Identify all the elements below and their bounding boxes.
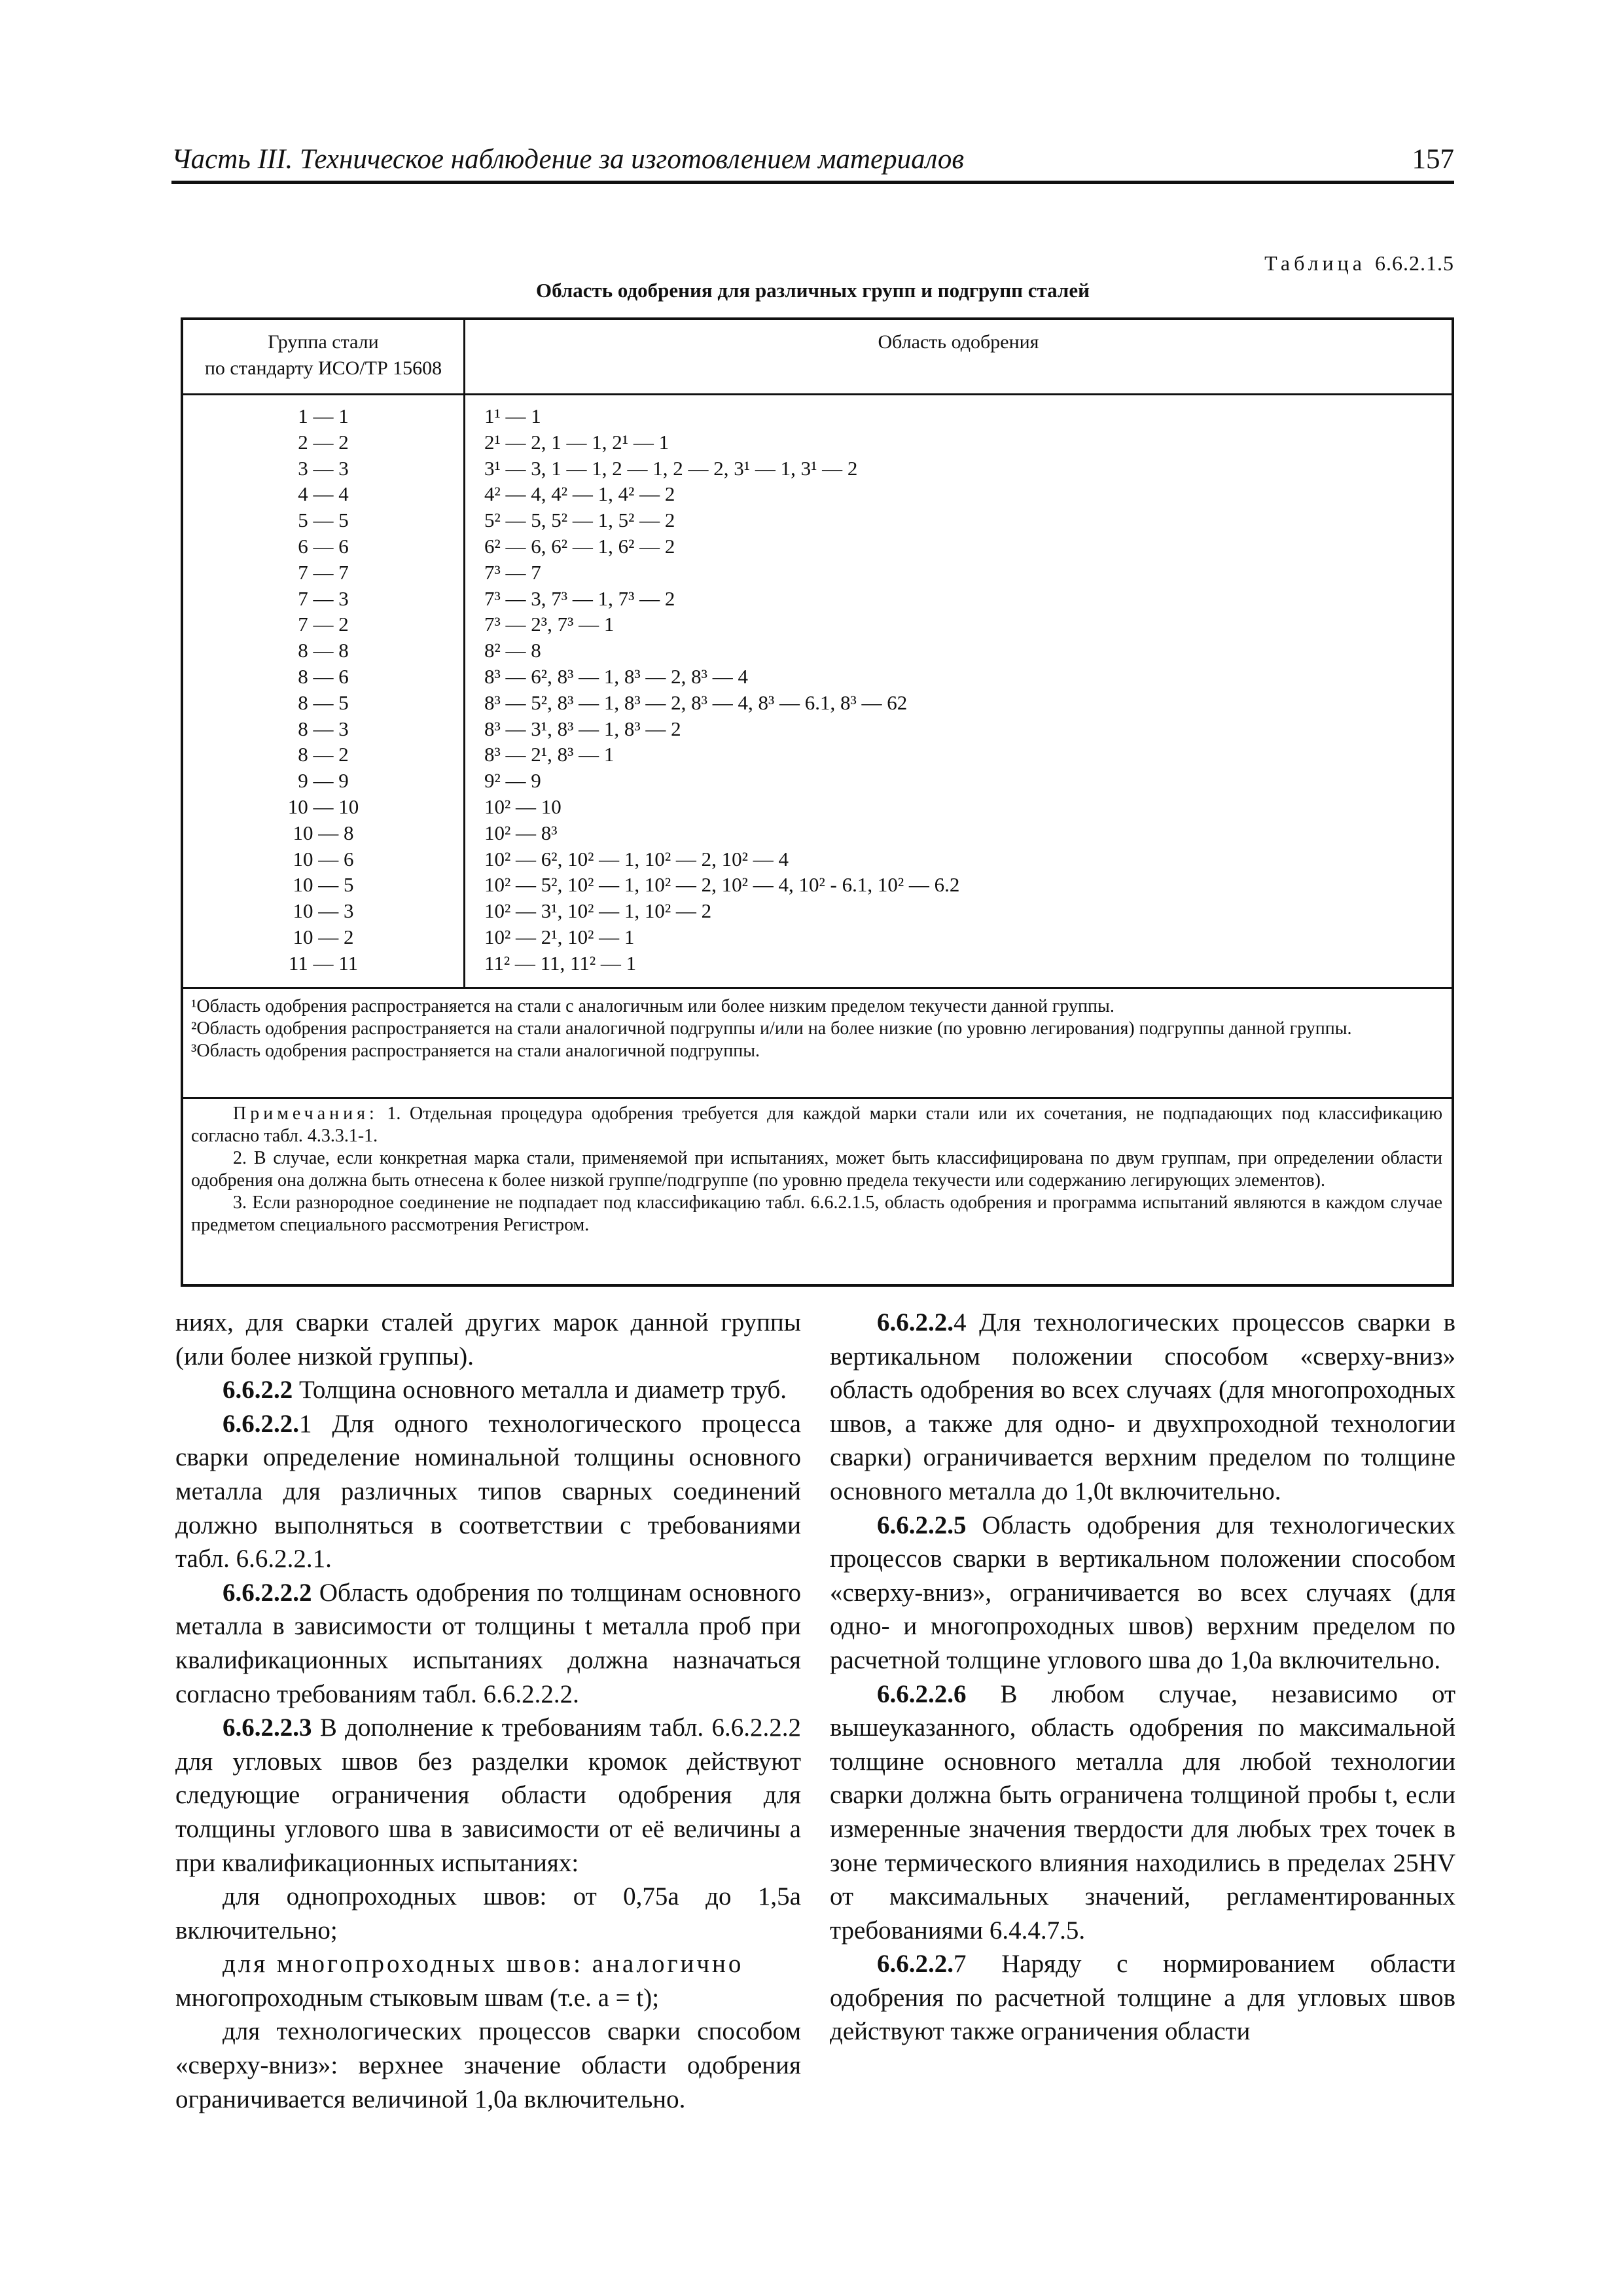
column-header-group-line2: по стандарту ИСО/ТР 15608 (204, 357, 442, 379)
table-label (1264, 251, 1454, 276)
header-divider (183, 393, 1452, 395)
paragraph (175, 1373, 801, 1407)
group-cell: 8 — 3 (298, 717, 349, 740)
group-cell: 7 — 2 (298, 613, 349, 636)
group-cell: 7 — 7 (298, 560, 349, 584)
paragraph-text: Толщина основного металла и диаметр труб. (293, 1376, 787, 1405)
group-cell: 6 — 6 (298, 534, 349, 558)
paragraph-text: Для технологических процессов сварки в вертикальном положении способом «сверху-вниз» область одобрения во всех случаях (для многопроходных швов, а также для одно- и двухпроходной технологии сварки) ограничивается верхним пределом по толщине основного металла до 1,0t включительно. (830, 1308, 1455, 1505)
paragraph (830, 1509, 1455, 1677)
footnote: ²Область одобрения распространяется на стали аналогичной подгруппы и/или на более низкие (по уровню легирования) подгруппы данной группы. (191, 1018, 1352, 1039)
left-text-column (175, 1306, 801, 2116)
paragraph: многопроходным стыковым швам (т.е. a = t); (175, 1983, 660, 2012)
column-divider (463, 320, 465, 987)
clause-number: 6.6.2.2.3 (223, 1713, 312, 1742)
area-cell: 10² — 10 (484, 795, 562, 818)
running-title: Часть III. Техническое наблюдение за изготовлением материалов (171, 144, 965, 175)
area-cell: 8³ — 6², 8³ — 1, 8³ — 2, 8³ — 4 (484, 664, 748, 688)
paragraph (175, 1407, 801, 1576)
area-cell: 10² — 2¹, 10² — 1 (484, 925, 635, 948)
clause-number: 6.6.2.2.2 (223, 1578, 312, 1607)
group-cell: 1 — 1 (298, 404, 349, 427)
group-cell: 8 — 5 (298, 691, 349, 714)
approval-table (181, 317, 1454, 1287)
group-cell: 10 — 8 (293, 821, 354, 844)
group-cell: 5 — 5 (298, 509, 349, 532)
area-cell: 8³ — 5², 8³ — 1, 8³ — 2, 8³ — 4, 8³ — 6.1, 8³ — 62 (484, 691, 908, 714)
footnote: ³Область одобрения распространяется на стали аналогичной подгруппы. (191, 1041, 760, 1061)
group-cell: 3 — 3 (298, 456, 349, 480)
paragraph-text: Для одного технологического процесса сварки определение номинальной толщины основного металла для различных типов сварных соединений должно выполняться в соответствии с требованиями табл. 6.6.2.2.1. (175, 1409, 801, 1573)
paragraph (830, 1306, 1455, 1509)
table-label-word: Таблица (1264, 251, 1366, 275)
note-item (191, 1103, 1442, 1147)
area-cell: 7³ — 3, 7³ — 1, 7³ — 2 (484, 586, 675, 610)
area-cell: 11² — 11, 11² — 1 (484, 951, 637, 975)
area-cell: 1¹ — 1 (484, 404, 541, 427)
note-item: 2. В случае, если конкретная марка стали, применяемой при испытаниях, может быть классифицирована по двум группам, при определении области одобрения она должна быть отнесена к более низкой группе/подгруппе (по уровню предела текучести или содержанию легирующих элементов). (191, 1148, 1442, 1191)
group-cell: 8 — 2 (298, 743, 349, 766)
area-cell: 10² — 6², 10² — 1, 10² — 2, 10² — 4 (484, 847, 789, 870)
clause-number: 6.6.2.2. (877, 1950, 954, 1979)
area-cell: 8³ — 3¹, 8³ — 1, 8³ — 2 (484, 717, 681, 740)
group-column (183, 403, 463, 977)
clause-number: 6.6.2.2. (877, 1308, 954, 1336)
page-number: 157 (1412, 144, 1454, 175)
paragraph (175, 1576, 801, 1711)
area-cell: 9² — 9 (484, 769, 541, 793)
column-header-group (183, 329, 463, 382)
notes-divider (183, 1097, 1452, 1099)
paragraph-text: Область одобрения для технологических процессов сварки в вертикальном положении способом «сверху-вниз», ограничивается во всех случаях (для одно- и многопроходных швов) верхним пределом по расчетной толщине углового шва до 1,0a включительно. (830, 1511, 1455, 1674)
clause-number: 6.6.2.2.5 (877, 1511, 967, 1539)
group-cell: 10 — 3 (293, 899, 354, 923)
area-cell: 4² — 4, 4² — 1, 4² — 2 (484, 482, 675, 506)
area-column (484, 403, 1445, 977)
table-footnotes (191, 996, 1442, 1062)
area-cell: 10² — 5², 10² — 1, 10² — 2, 10² — 4, 10² - 6.1, 10² — 6.2 (484, 873, 960, 897)
clause-number-tail: 7 (954, 1950, 967, 1979)
clause-number-tail: 1 (299, 1409, 312, 1438)
group-cell: 4 — 4 (298, 482, 349, 506)
group-cell: 10 — 5 (293, 873, 354, 897)
group-cell: 7 — 3 (298, 586, 349, 610)
paragraph (830, 1947, 1455, 2049)
group-cell: 8 — 8 (298, 639, 349, 662)
area-cell: 8² — 8 (484, 639, 541, 662)
notes-label: Примечания: (233, 1103, 378, 1124)
area-cell: 7³ — 2³, 7³ — 1 (484, 613, 615, 636)
group-cell: 10 — 10 (287, 795, 359, 818)
paragraph: для однопроходных швов: от 0,75a до 1,5a включительно; (175, 1882, 801, 1945)
paragraph-text: Область одобрения по толщинам основного металла в зависимости от толщины t металла проб при квалификационных испытаниях должна назначаться согласно требованиям табл. 6.6.2.2.2. (175, 1578, 801, 1708)
table-caption: Область одобрения для различных групп и подгрупп сталей (536, 279, 1090, 302)
column-header-group-line1: Группа стали (268, 331, 379, 353)
group-cell: 9 — 9 (298, 769, 349, 793)
group-cell: 10 — 6 (293, 847, 354, 870)
paragraph-text: В любом случае, независимо от вышеуказанного, область одобрения по максимальной толщине основного металла для любой технологии сварки должна быть ограничена толщиной пробы t, если измеренные значения твердости для любых трех точек в зоне термического влияния находились в пределах 25HV от максимальных значений, регламентированных требованиями 6.4.4.7.5. (830, 1679, 1455, 1945)
note-item: 3. Если разнородное соединение не подпадает под классификацию табл. 6.6.2.1.5, область одобрения и программа испытаний являются в каждом случае предметом специального рассмотрения Регистром. (191, 1193, 1442, 1235)
table-number: 6.6.2.1.5 (1375, 251, 1454, 275)
area-cell: 7³ — 7 (484, 560, 541, 584)
body-divider (183, 987, 1452, 989)
group-cell: 8 — 6 (298, 664, 349, 688)
paragraph: для технологических процессов сварки способом «сверху-вниз»: верхнее значение области одобрения ограничивается величиной 1,0a включительно. (175, 2017, 801, 2113)
group-cell: 10 — 2 (293, 925, 354, 948)
paragraph (830, 1677, 1455, 1948)
area-cell: 10² — 8³ (484, 821, 558, 844)
area-cell: 5² — 5, 5² — 1, 5² — 2 (484, 509, 675, 532)
group-cell: 11 — 11 (288, 951, 359, 975)
paragraph-text: В дополнение к требованиям табл. 6.6.2.2.2 для угловых швов без разделки кромок действуют следующие ограничения области одобрения для толщины углового шва в зависимости от её величины а при квалификационных испытаниях: (175, 1713, 801, 1877)
area-cell: 10² — 3¹, 10² — 1, 10² — 2 (484, 899, 712, 923)
group-cell: 2 — 2 (298, 430, 349, 454)
page-header (171, 143, 1454, 184)
note-text: 1. Отдельная процедура одобрения требуется для каждой марки стали или их сочетания, не подпадающих под классификацию согласно табл. 4.3.3.1-1. (191, 1103, 1443, 1146)
area-cell: 2¹ — 2, 1 — 1, 2¹ — 1 (484, 430, 669, 454)
paragraph: ниях, для сварки сталей других марок данной группы (или более низкой группы). (175, 1308, 801, 1371)
area-cell: 3¹ — 3, 1 — 1, 2 — 1, 2 — 2, 3¹ — 1, 3¹ — 2 (484, 456, 858, 480)
clause-number: 6.6.2.2 (223, 1376, 293, 1405)
clause-number-tail: 4 (954, 1308, 967, 1336)
area-cell: 8³ — 2¹, 8³ — 1 (484, 743, 615, 766)
area-cell: 6² — 6, 6² — 1, 6² — 2 (484, 534, 675, 558)
paragraph: для многопроходных швов: аналогично (223, 1950, 744, 1979)
paragraph (175, 1711, 801, 1880)
clause-number: 6.6.2.2. (223, 1409, 299, 1438)
paragraph-text: Наряду с нормированием области одобрения по расчетной толщине а для угловых швов действуют также ограничения области (830, 1950, 1455, 2046)
column-header-area: Область одобрения (878, 331, 1039, 353)
right-text-column (830, 1306, 1455, 2049)
clause-number: 6.6.2.2.6 (877, 1679, 967, 1708)
table-notes (191, 1103, 1442, 1236)
footnote: ¹Область одобрения распространяется на стали с аналогичным или более низким пределом текучести данной группы. (191, 996, 1115, 1016)
